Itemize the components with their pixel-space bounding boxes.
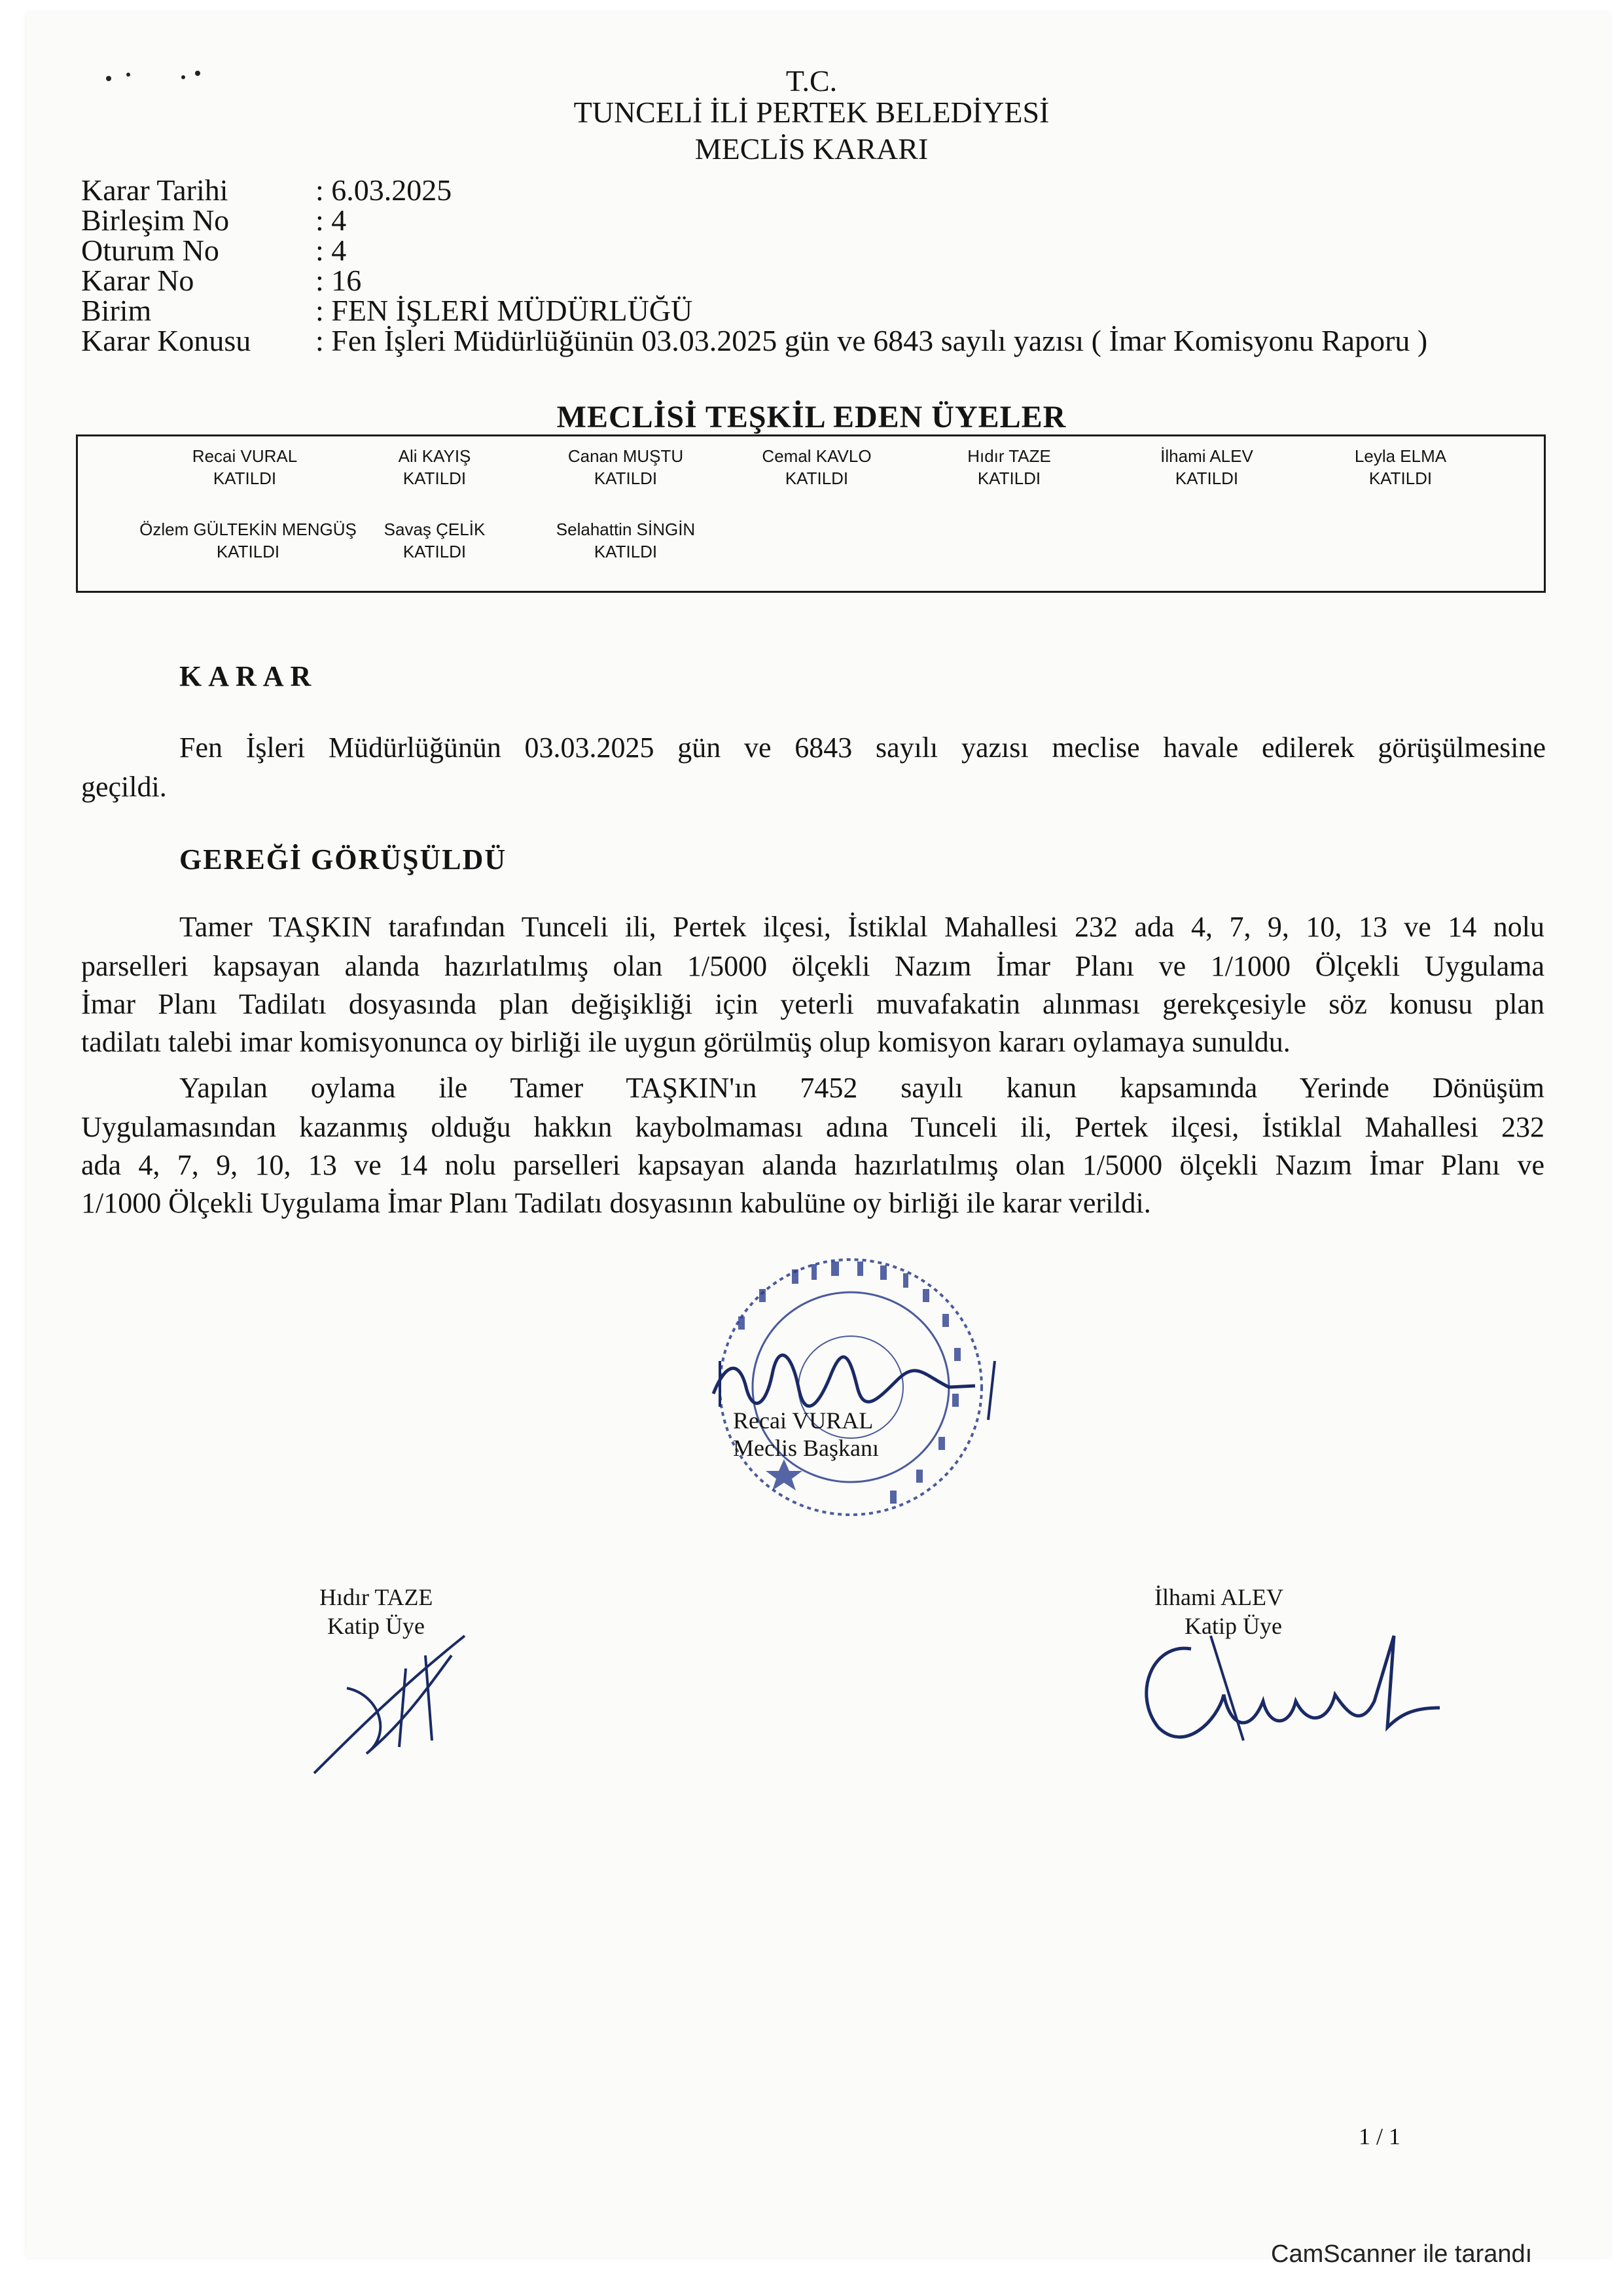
meta-value-session: : 4: [315, 203, 347, 237]
left-signer-name: Hıdır TAZE: [319, 1584, 433, 1610]
meta-label-subject: Karar Konusu: [81, 324, 251, 357]
meta-label-sitting: Oturum No: [81, 234, 219, 267]
meta-label-session: Birleşim No: [81, 203, 230, 237]
page-number: 1 / 1: [1359, 2123, 1401, 2149]
left-signature: [301, 1616, 484, 1786]
header-municipality: TUNCELİ İLİ PERTEK BELEDİYESİ: [573, 96, 1050, 129]
meta-value-unit: : FEN İŞLERİ MÜDÜRLÜĞÜ: [315, 294, 693, 327]
paragraph1-line-2: parselleri kapsayan alanda hazırlatılmış olan 1/5000 ölçekli Nazım İmar Planı ve 1/1000 Ölçekli Uygulama: [81, 950, 1544, 982]
meta-value-decision-no: : 16: [315, 264, 362, 297]
member-status: KATILDI: [977, 468, 1041, 488]
member-name: Canan MUŞTU: [567, 446, 684, 466]
meta-label-date: Karar Tarihi: [81, 173, 228, 207]
member-status: KATILDI: [402, 542, 467, 561]
member-status: KATILDI: [1175, 468, 1239, 488]
member-name: Cemal KAVLO: [762, 446, 872, 466]
member-card: [1109, 445, 1305, 489]
president-title: Meclis Başkanı: [733, 1435, 879, 1461]
member-card: [127, 518, 369, 563]
meta-value-date: : 6.03.2025: [315, 173, 452, 207]
left-signer-title: Katip Üye: [327, 1613, 425, 1639]
paragraph1-line-1: Tamer TAŞKIN tarafından Tunceli ili, Pertek ilçesi, İstiklal Mahallesi 232 ada 4, 7, 9, 10, 13 ve 14 nolu: [179, 911, 1544, 943]
member-name: Selahattin SİNGİN: [556, 520, 696, 539]
paragraph2-line-2: Uygulamasından kazanmış olduğu hakkın kaybolmaması adına Tunceli ili, Pertek ilçesi, İstiklal Mahallesi 232: [81, 1111, 1544, 1143]
member-status: KATILDI: [213, 468, 277, 488]
member-card: [336, 445, 533, 489]
member-status: KATILDI: [594, 542, 658, 561]
member-status: KATILDI: [1368, 468, 1433, 488]
member-status: KATILDI: [402, 468, 467, 488]
member-card: [1302, 445, 1499, 489]
karar-heading: KARAR: [179, 660, 318, 692]
karar-text-line: [179, 732, 1546, 764]
member-name: Özlem GÜLTEKİN MENGÜŞ: [139, 520, 357, 539]
member-card: [147, 445, 343, 489]
member-card: [911, 445, 1107, 489]
right-signer-name: İlhami ALEV: [1154, 1584, 1283, 1610]
meta-label-decision-no: Karar No: [81, 264, 194, 297]
karar-text-line-2: geçildi.: [81, 771, 167, 803]
header-decision-type: MECLİS KARARI: [694, 132, 929, 166]
meta-value-sitting: : 4: [315, 234, 347, 267]
scanner-watermark: CamScanner ile tarandı: [1271, 2240, 1533, 2268]
president-name: Recai VURAL: [733, 1407, 874, 1434]
member-status: KATILDI: [594, 468, 658, 488]
paragraph2-line-1: Yapılan oylama ile Tamer TAŞKIN'ın 7452 sayılı kanun kapsamında Yerinde Dönüşüm: [179, 1072, 1544, 1104]
meta-label-unit: Birim: [81, 294, 152, 327]
paragraph2-line-4: 1/1000 Ölçekli Uygulama İmar Planı Tadilatı dosyasının kabulüne oy birliği ile karar verildi.: [81, 1187, 1151, 1219]
member-name: Hıdır TAZE: [967, 446, 1051, 466]
member-status: KATILDI: [785, 468, 849, 488]
member-name: İlhami ALEV: [1160, 446, 1253, 466]
paragraph2-line-3: ada 4, 7, 9, 10, 13 ve 14 nolu parselleri kapsayan alanda hazırlatılmış olan 1/5000 ölçekli Nazım İmar Planı ve: [81, 1149, 1544, 1181]
paragraph1-line-4: tadilatı talebi imar komisyonunca oy birliği ile uygun görülmüş olup komisyon kararı oylamaya sunuldu.: [81, 1026, 1291, 1058]
right-signature: [1113, 1597, 1453, 1767]
member-card: [527, 518, 724, 563]
karar-text-line-1: Fen İşleri Müdürlüğünün 03.03.2025 gün ve 6843 sayılı yazısı meclise havale edilerek görüşülmesine: [179, 732, 1546, 764]
member-name: Recai VURAL: [192, 446, 298, 466]
meta-value-subject: : Fen İşleri Müdürlüğünün 03.03.2025 gün ve 6843 sayılı yazısı ( İmar Komisyonu Raporu ): [315, 324, 1428, 357]
member-name: Ali KAYIŞ: [398, 446, 471, 466]
member-card: [719, 445, 915, 489]
right-signer-title: Katip Üye: [1185, 1613, 1282, 1639]
members-title: MECLİSİ TEŞKİL EDEN ÜYELER: [556, 400, 1067, 434]
member-card: [527, 445, 724, 489]
header-tc: T.C.: [785, 64, 838, 97]
paragraph1-line-3: İmar Planı Tadilatı dosyasında plan değişikliği için yeterli muvafakatin alınması gerekçesiyle söz konusu plan: [81, 988, 1544, 1020]
geregi-heading: GEREĞİ GÖRÜŞÜLDÜ: [179, 843, 507, 875]
member-status: KATILDI: [216, 542, 280, 561]
member-name: Savaş ÇELİK: [383, 520, 486, 539]
member-name: Leyla ELMA: [1354, 446, 1447, 466]
member-card: [336, 518, 533, 563]
